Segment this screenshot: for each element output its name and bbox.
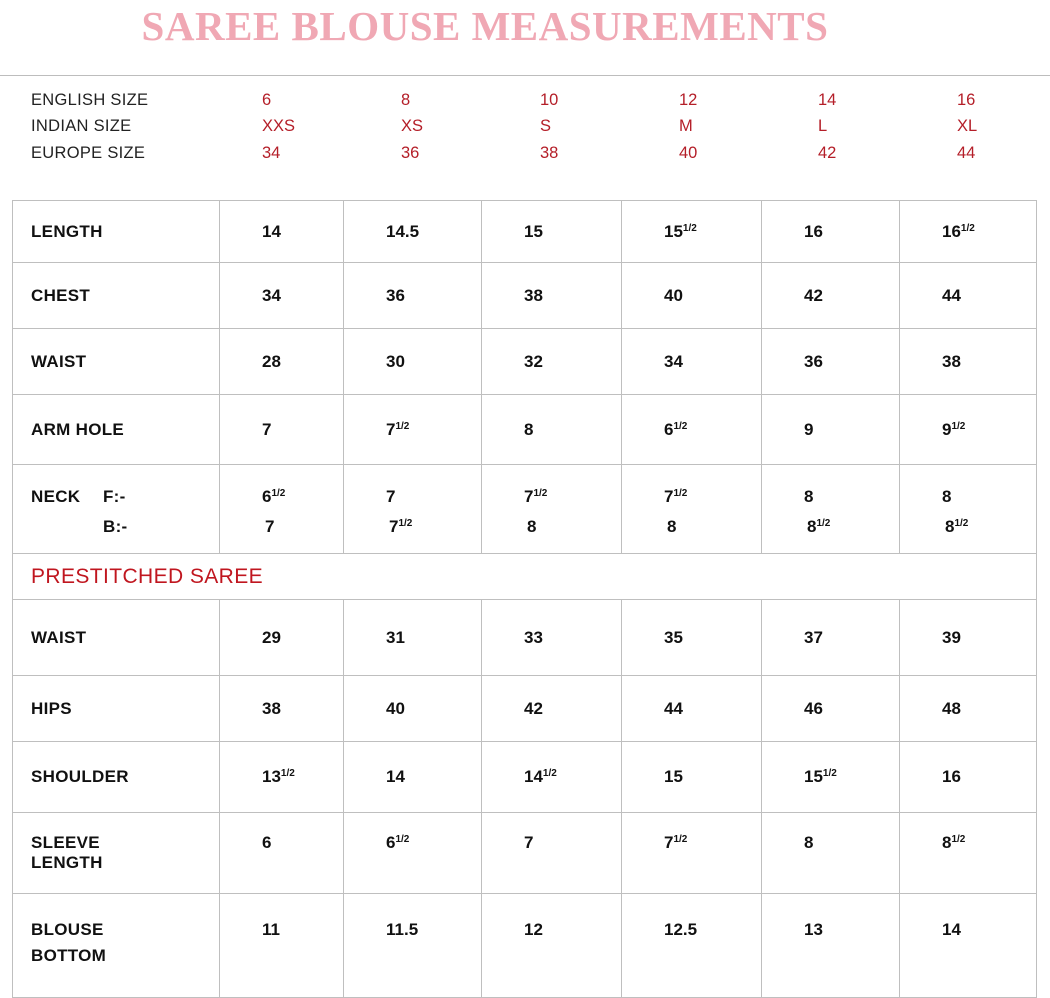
measurement-cell: 15	[622, 742, 762, 813]
size-value: XXS	[262, 117, 296, 135]
fraction-superscript: 1/2	[542, 768, 557, 779]
fraction-superscript: 1/2	[271, 488, 286, 499]
neck-cell	[220, 465, 344, 554]
measurement-cell: 16	[900, 742, 1037, 813]
measurement-cell: 8	[762, 813, 900, 894]
table-row	[13, 813, 1037, 894]
measurement-cell: 7	[482, 813, 622, 894]
table-row	[13, 600, 1037, 676]
neck-cell	[900, 465, 1037, 554]
measurement-cell: 36	[762, 329, 900, 395]
measurement-cell: 14	[220, 201, 344, 263]
table-row	[13, 676, 1037, 742]
row-label: WAIST	[13, 600, 220, 676]
measurement-cell: $8^{1/2}$	[900, 813, 1037, 894]
row-label: SHOULDER	[13, 742, 220, 813]
size-value: 42	[818, 144, 837, 162]
measurement-cell: 44	[622, 676, 762, 742]
neck-front-value: $7^{1/2}$	[664, 487, 688, 506]
neck-front-value: 7	[386, 487, 396, 506]
size-value: 40	[679, 144, 698, 162]
size-row	[0, 117, 1050, 141]
row-label	[13, 894, 220, 998]
fraction-superscript: 1/2	[395, 420, 410, 432]
measurement-cell: $16^{1/2}$	[900, 201, 1037, 263]
row-label: LENGTH	[13, 201, 220, 263]
row-label-line: BLOUSE	[31, 920, 104, 939]
size-row-label: ENGLISH SIZE	[31, 91, 149, 109]
neck-front-value: 8	[942, 487, 952, 506]
measurement-cell: 38	[900, 329, 1037, 395]
row-label: CHEST	[13, 263, 220, 329]
size-value: 38	[540, 144, 559, 162]
measurement-cell: 37	[762, 600, 900, 676]
measurement-table	[12, 200, 1037, 998]
measurement-cell: 7	[220, 395, 344, 465]
size-value: 36	[401, 144, 420, 162]
neck-back-value: $8^{1/2}$	[945, 517, 969, 536]
neck-cell	[344, 465, 482, 554]
measurement-cell: $15^{1/2}$	[762, 742, 900, 813]
fraction-superscript: 1/2	[533, 488, 548, 499]
measurement-cell: 28	[220, 329, 344, 395]
section-row	[13, 554, 1037, 600]
neck-label: NECK	[31, 487, 81, 506]
neck-front-value: 8	[804, 487, 814, 506]
fraction-superscript: 1/2	[951, 834, 966, 845]
measurement-cell: 15	[482, 201, 622, 263]
measurement-cell: 32	[482, 329, 622, 395]
row-label: ARM HOLE	[13, 395, 220, 465]
measurement-cell: 40	[622, 263, 762, 329]
row-label-line: LENGTH	[31, 853, 103, 872]
measurement-cell: 16	[762, 201, 900, 263]
fraction-superscript: 1/2	[398, 518, 413, 529]
neck-back-value: 8	[667, 517, 677, 536]
size-value: 6	[262, 91, 272, 109]
neck-front-value: $6^{1/2}$	[262, 487, 286, 506]
measurement-cell: $15^{1/2}$	[622, 201, 762, 263]
neck-cell	[762, 465, 900, 554]
fraction-superscript: 1/2	[822, 768, 837, 779]
neck-back-label: B:-	[103, 517, 128, 536]
table-row	[13, 329, 1037, 395]
size-value: S	[540, 117, 552, 135]
row-label: WAIST	[13, 329, 220, 395]
measurement-cell: 12	[482, 894, 622, 998]
neck-cell	[622, 465, 762, 554]
row-label	[13, 813, 220, 894]
fraction-superscript: 1/2	[816, 518, 831, 529]
row-label-line: BOTTOM	[31, 946, 107, 965]
measurement-cell: 42	[482, 676, 622, 742]
measurement-cell: 48	[900, 676, 1037, 742]
size-value: 34	[262, 144, 281, 162]
page-title: SAREE BLOUSE MEASUREMENTS	[141, 3, 829, 49]
size-value: XS	[401, 117, 424, 135]
fraction-superscript: 1/2	[673, 834, 688, 845]
measurement-cell: 34	[622, 329, 762, 395]
size-row-label: EUROPE SIZE	[31, 144, 146, 162]
fraction-superscript: 1/2	[960, 222, 975, 234]
row-label	[13, 465, 220, 554]
table-row	[13, 894, 1037, 998]
measurement-cell: 11	[220, 894, 344, 998]
measurement-cell: 42	[762, 263, 900, 329]
measurement-cell: 29	[220, 600, 344, 676]
measurement-cell: $9^{1/2}$	[900, 395, 1037, 465]
table-row	[13, 742, 1037, 813]
fraction-superscript: 1/2	[395, 834, 410, 845]
fraction-superscript: 1/2	[280, 768, 295, 779]
table-row	[13, 201, 1037, 263]
neck-back-value: $8^{1/2}$	[807, 517, 831, 536]
fraction-superscript: 1/2	[673, 488, 688, 499]
neck-back-value: 8	[527, 517, 537, 536]
fraction-superscript: 1/2	[682, 222, 697, 234]
measurement-cell: $7^{1/2}$	[344, 395, 482, 465]
measurement-cell: 8	[482, 395, 622, 465]
measurement-cell: 14	[900, 894, 1037, 998]
size-value: 14	[818, 91, 837, 109]
measurement-cell: 14	[344, 742, 482, 813]
neck-front-label: F:-	[103, 487, 126, 506]
measurement-cell: 35	[622, 600, 762, 676]
neck-back-value: 7	[265, 517, 275, 536]
table-row	[13, 395, 1037, 465]
measurement-cell: 33	[482, 600, 622, 676]
measurement-cell: 44	[900, 263, 1037, 329]
size-row-label: INDIAN SIZE	[31, 117, 132, 135]
row-label-line: SLEEVE	[31, 833, 100, 852]
neck-cell	[482, 465, 622, 554]
section-title: PRESTITCHED SAREE	[13, 554, 1037, 600]
size-value: M	[679, 117, 693, 135]
size-value: 16	[957, 91, 976, 109]
title-divider	[0, 75, 1050, 76]
size-value: 10	[540, 91, 559, 109]
fraction-superscript: 1/2	[673, 420, 688, 432]
measurement-cell: 31	[344, 600, 482, 676]
row-label: HIPS	[13, 676, 220, 742]
measurement-cell: $14^{1/2}$	[482, 742, 622, 813]
measurement-cell: 40	[344, 676, 482, 742]
measurement-cell: 14.5	[344, 201, 482, 263]
measurement-cell: 34	[220, 263, 344, 329]
size-value: XL	[957, 117, 978, 135]
neck-front-value: $7^{1/2}$	[524, 487, 548, 506]
size-row	[0, 144, 1050, 168]
measurement-cell: 30	[344, 329, 482, 395]
measurement-cell: 38	[220, 676, 344, 742]
measurement-cell: 39	[900, 600, 1037, 676]
measurement-cell: 11.5	[344, 894, 482, 998]
fraction-superscript: 1/2	[951, 420, 966, 432]
size-value: 8	[401, 91, 411, 109]
fraction-superscript: 1/2	[954, 518, 969, 529]
measurement-cell: $13^{1/2}$	[220, 742, 344, 813]
table-row-neck	[13, 465, 1037, 554]
measurement-cell: 13	[762, 894, 900, 998]
measurement-cell: 36	[344, 263, 482, 329]
measurement-cell: $6^{1/2}$	[344, 813, 482, 894]
measurement-cell: 12.5	[622, 894, 762, 998]
size-value: L	[818, 117, 828, 135]
measurement-cell: 38	[482, 263, 622, 329]
neck-back-value: $7^{1/2}$	[389, 517, 413, 536]
size-value: 12	[679, 91, 698, 109]
size-value: 44	[957, 144, 976, 162]
measurement-cell: 46	[762, 676, 900, 742]
table-row	[13, 263, 1037, 329]
measurement-cell: 9	[762, 395, 900, 465]
size-row	[0, 91, 1050, 115]
measurement-cell: $6^{1/2}$	[622, 395, 762, 465]
measurement-cell: $7^{1/2}$	[622, 813, 762, 894]
measurement-cell: 6	[220, 813, 344, 894]
